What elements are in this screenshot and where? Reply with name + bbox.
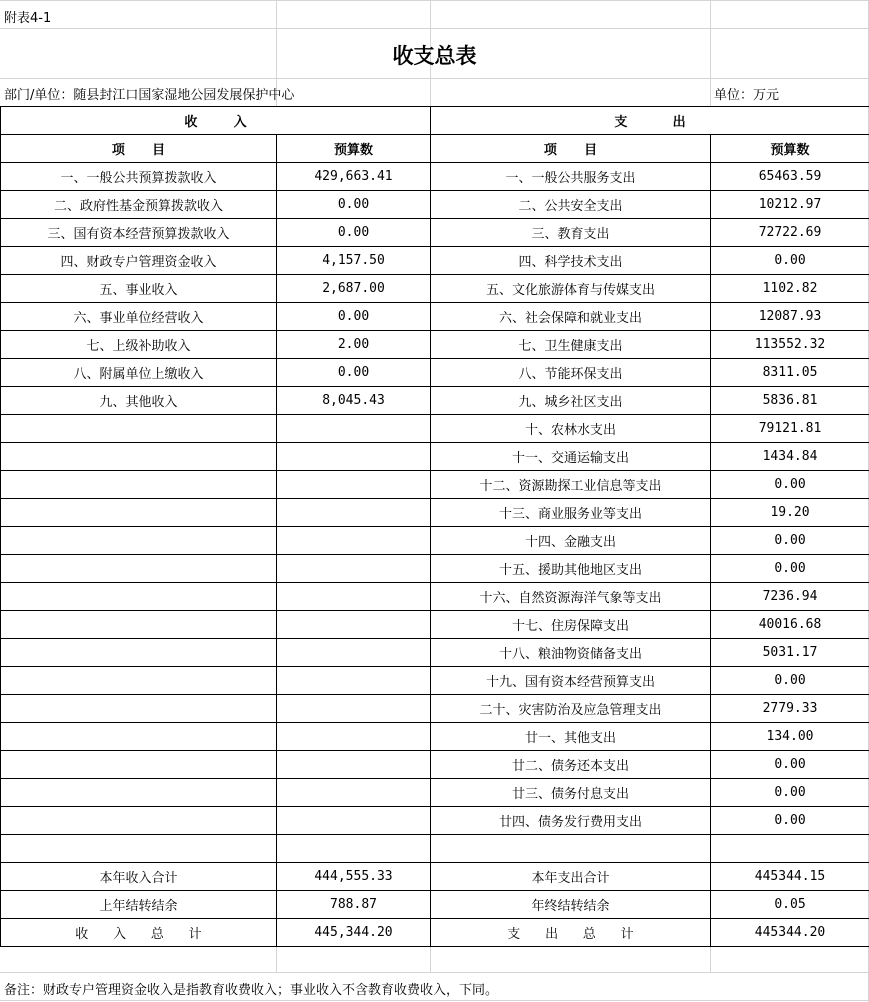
expense-value-cell: 1434.84 xyxy=(711,443,869,471)
income-item-header: 项 目 xyxy=(1,135,277,163)
section-header-row xyxy=(1,107,869,135)
income-value-cell xyxy=(277,471,431,499)
total-row xyxy=(1,891,869,919)
table-row xyxy=(1,191,869,219)
expense-item-cell: 三、教育支出 xyxy=(431,219,711,247)
income-value-cell xyxy=(277,527,431,555)
table-row xyxy=(1,583,869,611)
income-item-cell: 八、附属单位上缴收入 xyxy=(1,359,277,387)
appendix-label: 附表4-1 xyxy=(4,11,52,26)
income-value-cell: 0.00 xyxy=(277,359,431,387)
table-row xyxy=(1,247,869,275)
budget-table xyxy=(0,106,869,947)
table-row xyxy=(1,359,869,387)
expense-item-cell: 十四、金融支出 xyxy=(431,527,711,555)
table-row xyxy=(1,443,869,471)
income-value-cell xyxy=(277,583,431,611)
income-value-cell xyxy=(277,807,431,835)
expense-item-cell: 廿四、债务发行费用支出 xyxy=(431,807,711,835)
expense-value-cell: 2779.33 xyxy=(711,695,869,723)
expense-value-cell: 12087.93 xyxy=(711,303,869,331)
income-value-cell xyxy=(277,695,431,723)
expense-item-cell: 九、城乡社区支出 xyxy=(431,387,711,415)
expense-item-cell: 十、农林水支出 xyxy=(431,415,711,443)
income-item-cell xyxy=(1,667,277,695)
income-item-cell xyxy=(1,443,277,471)
expense-total-label: 本年支出合计 xyxy=(431,863,711,891)
income-item-cell xyxy=(1,527,277,555)
footnote: 备注：财政专户管理资金收入是指教育收费收入；事业收入不含教育收费收入，下同。 xyxy=(4,983,499,998)
expense-item-cell: 十八、粮油物资储备支出 xyxy=(431,639,711,667)
expense-value-cell: 0.00 xyxy=(711,779,869,807)
income-value-cell xyxy=(277,723,431,751)
expense-value-cell: 0.00 xyxy=(711,247,869,275)
expense-item-cell: 廿二、债务还本支出 xyxy=(431,751,711,779)
table-row xyxy=(1,667,869,695)
income-item-cell: 三、国有资本经营预算拨款收入 xyxy=(1,219,277,247)
table-row xyxy=(1,499,869,527)
table-row xyxy=(1,331,869,359)
expense-total-value: 445344.15 xyxy=(711,863,869,891)
income-item-cell xyxy=(1,555,277,583)
expense-value-cell: 72722.69 xyxy=(711,219,869,247)
income-total-label: 上年结转结余 xyxy=(1,891,277,919)
column-header-row xyxy=(1,135,869,163)
income-item-cell xyxy=(1,723,277,751)
income-total-label: 本年收入合计 xyxy=(1,863,277,891)
expense-item-cell: 二十、灾害防治及应急管理支出 xyxy=(431,695,711,723)
expense-value-cell: 7236.94 xyxy=(711,583,869,611)
income-value-cell xyxy=(277,415,431,443)
expense-item-cell: 十九、国有资本经营预算支出 xyxy=(431,667,711,695)
income-item-cell xyxy=(1,415,277,443)
income-value-cell xyxy=(277,751,431,779)
income-value-cell xyxy=(277,555,431,583)
expense-value-cell: 40016.68 xyxy=(711,611,869,639)
unit-label: 单位：万元 xyxy=(714,88,780,103)
table-row xyxy=(1,387,869,415)
expense-value-cell: 0.00 xyxy=(711,555,869,583)
income-item-cell xyxy=(1,835,277,863)
expense-item-cell: 十三、商业服务业等支出 xyxy=(431,499,711,527)
expense-total-value: 445344.20 xyxy=(711,919,869,947)
expense-item-cell: 廿一、其他支出 xyxy=(431,723,711,751)
expense-value-cell: 8311.05 xyxy=(711,359,869,387)
expense-value-cell xyxy=(711,835,869,863)
expense-value-cell: 0.00 xyxy=(711,471,869,499)
expense-item-cell: 十六、自然资源海洋气象等支出 xyxy=(431,583,711,611)
expense-total-value: 0.05 xyxy=(711,891,869,919)
table-row xyxy=(1,555,869,583)
expense-item-cell: 四、科学技术支出 xyxy=(431,247,711,275)
table-row xyxy=(1,415,869,443)
expense-value-cell: 113552.32 xyxy=(711,331,869,359)
table-row xyxy=(1,835,869,863)
table-row xyxy=(1,779,869,807)
expense-item-cell: 八、节能环保支出 xyxy=(431,359,711,387)
expense-item-cell: 十七、住房保障支出 xyxy=(431,611,711,639)
income-value-cell: 429,663.41 xyxy=(277,163,431,191)
income-value-cell: 2.00 xyxy=(277,331,431,359)
total-row xyxy=(1,863,869,891)
expense-value-cell: 65463.59 xyxy=(711,163,869,191)
income-value-cell xyxy=(277,443,431,471)
income-item-cell xyxy=(1,499,277,527)
table-row xyxy=(1,163,869,191)
expense-budget-header: 预算数 xyxy=(711,135,869,163)
income-value-cell: 0.00 xyxy=(277,191,431,219)
table-row xyxy=(1,751,869,779)
expense-value-cell: 1102.82 xyxy=(711,275,869,303)
table-row xyxy=(1,611,869,639)
expense-item-cell: 二、公共安全支出 xyxy=(431,191,711,219)
income-value-cell xyxy=(277,499,431,527)
table-row xyxy=(1,695,869,723)
expense-value-cell: 0.00 xyxy=(711,667,869,695)
expense-item-cell xyxy=(431,835,711,863)
income-value-cell xyxy=(277,639,431,667)
income-total-value: 445,344.20 xyxy=(277,919,431,947)
expense-value-cell: 0.00 xyxy=(711,807,869,835)
income-total-value: 788.87 xyxy=(277,891,431,919)
expense-item-cell: 十二、资源勘探工业信息等支出 xyxy=(431,471,711,499)
income-item-cell xyxy=(1,471,277,499)
table-row xyxy=(1,639,869,667)
income-value-cell: 8,045.43 xyxy=(277,387,431,415)
income-item-cell: 九、其他收入 xyxy=(1,387,277,415)
table-row xyxy=(1,303,869,331)
income-item-cell: 四、财政专户管理资金收入 xyxy=(1,247,277,275)
income-item-cell: 七、上级补助收入 xyxy=(1,331,277,359)
expense-value-cell: 10212.97 xyxy=(711,191,869,219)
income-item-cell xyxy=(1,611,277,639)
page-title: 收支总表 xyxy=(392,44,477,68)
total-row xyxy=(1,919,869,947)
income-total-value: 444,555.33 xyxy=(277,863,431,891)
expense-value-cell: 0.00 xyxy=(711,527,869,555)
expense-total-label: 年终结转结余 xyxy=(431,891,711,919)
table-row xyxy=(1,527,869,555)
expense-value-cell: 0.00 xyxy=(711,751,869,779)
income-value-cell: 2,687.00 xyxy=(277,275,431,303)
expense-value-cell: 5836.81 xyxy=(711,387,869,415)
income-value-cell: 4,157.50 xyxy=(277,247,431,275)
expense-value-cell: 19.20 xyxy=(711,499,869,527)
income-item-cell: 二、政府性基金预算拨款收入 xyxy=(1,191,277,219)
table-row xyxy=(1,807,869,835)
income-item-cell xyxy=(1,583,277,611)
expense-value-cell: 5031.17 xyxy=(711,639,869,667)
income-item-cell: 六、事业单位经营收入 xyxy=(1,303,277,331)
expense-item-cell: 七、卫生健康支出 xyxy=(431,331,711,359)
income-budget-header: 预算数 xyxy=(277,135,431,163)
income-value-cell: 0.00 xyxy=(277,219,431,247)
expense-value-cell: 79121.81 xyxy=(711,415,869,443)
table-row xyxy=(1,275,869,303)
expense-item-cell: 五、文化旅游体育与传媒支出 xyxy=(431,275,711,303)
income-total-label: 收 入 总 计 xyxy=(1,919,277,947)
income-item-cell xyxy=(1,639,277,667)
department-label: 部门/单位：随县封江口国家湿地公园发展保护中心 xyxy=(4,88,295,103)
income-item-cell: 一、一般公共预算拨款收入 xyxy=(1,163,277,191)
table-row xyxy=(1,471,869,499)
income-item-cell: 五、事业收入 xyxy=(1,275,277,303)
expense-item-header: 项 目 xyxy=(431,135,711,163)
income-item-cell xyxy=(1,695,277,723)
income-value-cell xyxy=(277,779,431,807)
expense-total-label: 支 出 总 计 xyxy=(431,919,711,947)
expense-section-header: 支 出 xyxy=(431,107,869,135)
income-item-cell xyxy=(1,807,277,835)
expense-item-cell: 一、一般公共服务支出 xyxy=(431,163,711,191)
expense-item-cell: 十一、交通运输支出 xyxy=(431,443,711,471)
income-value-cell xyxy=(277,667,431,695)
expense-item-cell: 十五、援助其他地区支出 xyxy=(431,555,711,583)
income-section-header: 收 入 xyxy=(1,107,431,135)
table-row xyxy=(1,219,869,247)
expense-item-cell: 廿三、债务付息支出 xyxy=(431,779,711,807)
income-value-cell xyxy=(277,835,431,863)
income-item-cell xyxy=(1,779,277,807)
table-row xyxy=(1,723,869,751)
income-value-cell xyxy=(277,611,431,639)
expense-value-cell: 134.00 xyxy=(711,723,869,751)
income-item-cell xyxy=(1,751,277,779)
expense-item-cell: 六、社会保障和就业支出 xyxy=(431,303,711,331)
income-value-cell: 0.00 xyxy=(277,303,431,331)
